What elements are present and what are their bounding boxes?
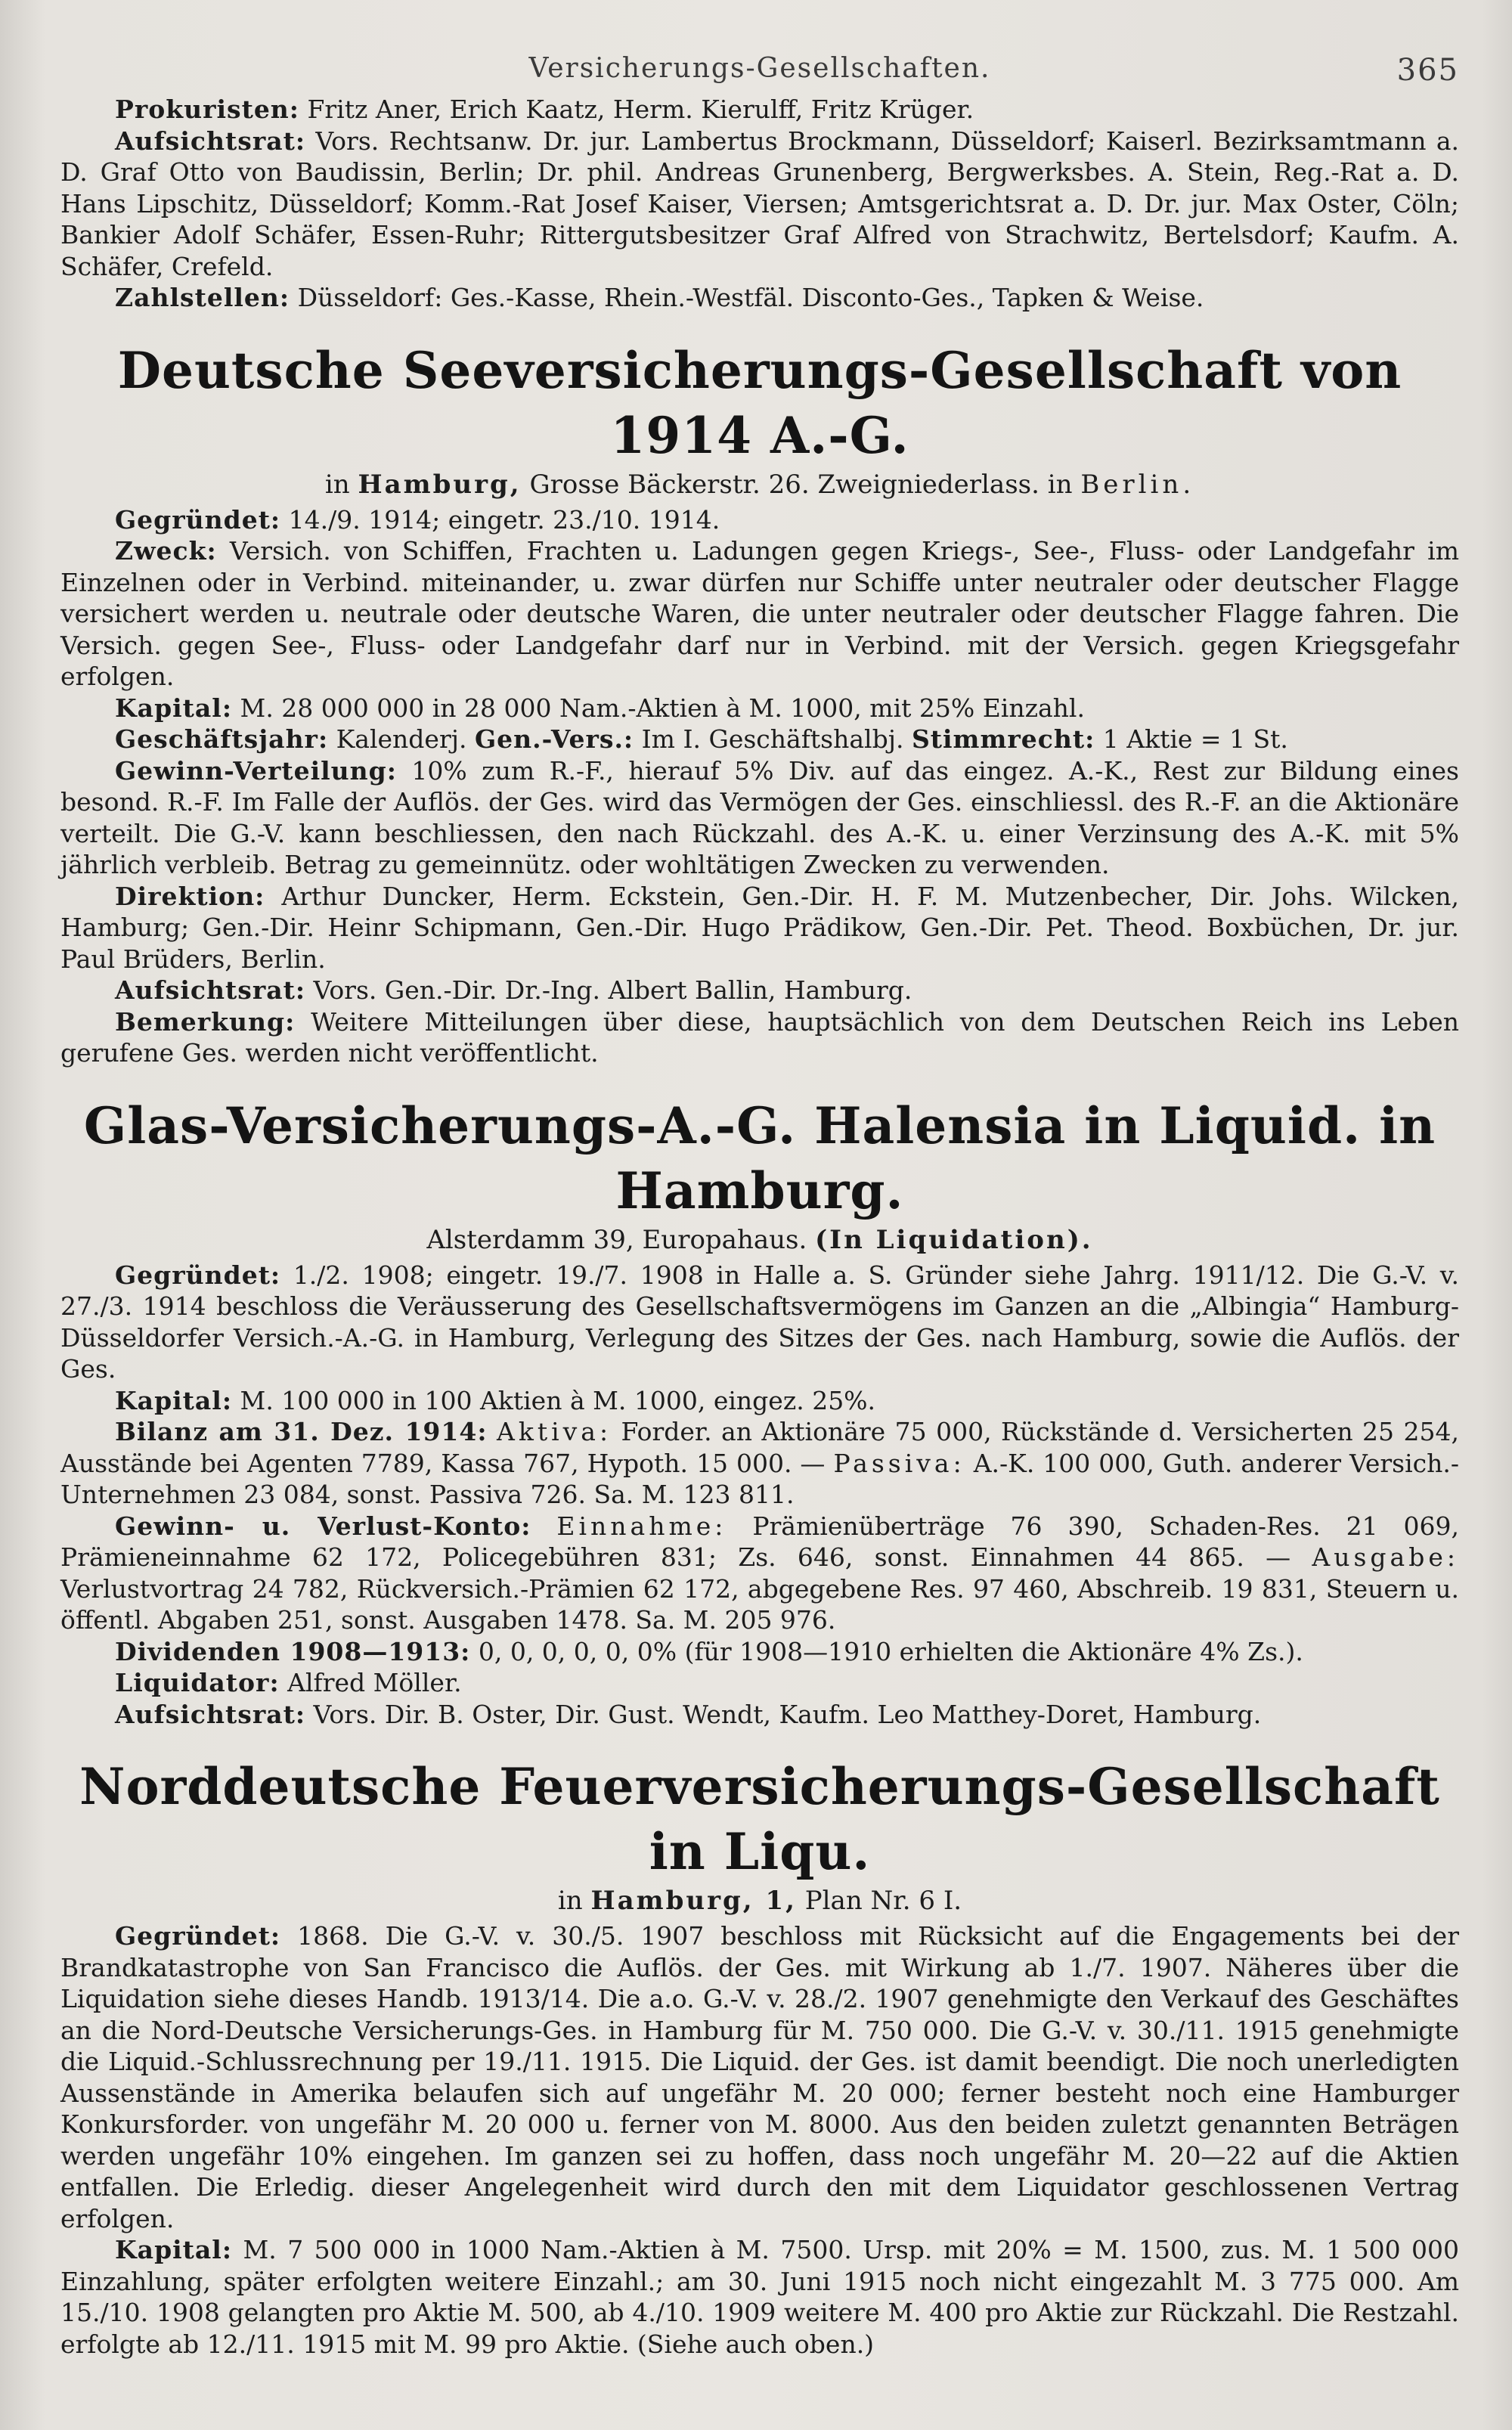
loc-prefix: in	[324, 469, 350, 500]
gegruendet-paragraph	[60, 504, 1459, 536]
aufsichtsrat-paragraph	[60, 126, 1459, 283]
section-location	[60, 1223, 1459, 1257]
bilanz-label: Bilanz am 31. Dez. 1914:	[115, 1417, 488, 1446]
gegruendet-text: 1868. Die G.-V. v. 30./5. 1907 beschloss mit Rücksicht auf die Engagements bei der Brandkatastrophe von San Francisco die Auflös. der Ges. mit Wirkung ab 1./7. 1907. Näheres über die Liquidation siehe dieses Handb. 1913/14. Die a.o. G.-V. v. 28./2. 1907 genehmigte den Verkauf des Geschäftes an die Nord-Deutsche Versicherungs-Ges. in Hamburg für M. 750 000. Die G.-V. v. 30./11. 1915 genehmigte die Liquid.-Schlussrechnung per 19./11. 1915. Die Liquid. der Ges. ist damit beendigt. Die noch unerledigten Aussenstände in Amerika belaufen sich auf ungefähr M. 20 000; ferner besteht noch eine Hamburger Konkursforder. von ungefähr M. 20 000 u. ferner von M. 8000. Aus den beiden zuletzt genannten Beträgen werden ungefähr 10% eingehen. Im ganzen sei zu hoffen, dass noch ungefähr M. 20—22 auf die Aktien entfallen. Die Erledig. dieser Angelegenheit wird durch den mit dem Liquidator geschlossenen Vertrag erfolgen.	[60, 1921, 1459, 2233]
kapital-text: M. 100 000 in 100 Aktien à M. 1000, eingez. 25%.	[240, 1385, 876, 1415]
kapital-paragraph	[60, 693, 1459, 724]
gegruendet-label: Gegründet:	[115, 504, 281, 535]
bemerkung-paragraph	[60, 1006, 1459, 1069]
liquidator-text: Alfred Möller.	[287, 1668, 462, 1697]
dividenden-label: Dividenden 1908—1913:	[115, 1636, 471, 1666]
kapital-paragraph	[60, 2234, 1459, 2360]
gegruendet-text: 14./9. 1914; eingetr. 23./10. 1914.	[288, 504, 720, 535]
aufsichtsrat-paragraph	[60, 1699, 1459, 1731]
prokuristen-paragraph	[60, 94, 1459, 126]
loc-rest: Grosse Bäckerstr. 26. Zweigniederlass. in	[529, 469, 1073, 500]
running-header	[60, 39, 1459, 94]
loc-text: Alsterdamm 39, Europahaus.	[426, 1224, 807, 1255]
geschaeftsjahr-text: Kalenderj.	[336, 724, 467, 754]
kapital-paragraph	[60, 1385, 1459, 1417]
direktion-paragraph	[60, 881, 1459, 975]
direktion-label: Direktion:	[115, 881, 265, 911]
liquidator-label: Liquidator:	[115, 1668, 280, 1697]
geschaeftsjahr-paragraph	[60, 724, 1459, 755]
bemerkung-text: Weitere Mitteilungen über diese, hauptsächlich von dem Deutschen Reich ins Leben gerufene Ges. werden nicht veröffentlicht.	[60, 1006, 1459, 1068]
loc-prefix: in	[557, 1886, 583, 1916]
running-title: Versicherungs-Gesellschaften.	[528, 53, 991, 84]
genvers-text: Im I. Geschäftshalbj.	[641, 724, 904, 754]
prokuristen-text: Fritz Aner, Erich Kaatz, Herm. Kierulff, Fritz Krüger.	[307, 95, 974, 124]
genvers-label: Gen.-Vers.:	[474, 724, 634, 754]
section-location	[60, 1884, 1459, 1917]
section-norddeutsche	[60, 1754, 1459, 2360]
guv-paragraph	[60, 1511, 1459, 1636]
zweck-text: Versich. von Schiffen, Frachten u. Ladungen gegen Kriegs-, See-, Fluss- oder Landgefahr im Einzelnen oder in Verbind. miteinander, u. zwar dürfen nur Schiffe unter neutraler oder deutscher Flagge versichert werden u. neutrale oder deutsche Waren, die unter neutraler oder deutscher Flagge fahren. Die Versich. gegen See-, Fluss- oder Landgefahr darf nur in Verbind. mit der Versich. gegen Kriegsgefahr erfolgen.	[60, 536, 1459, 691]
bilanz-paragraph	[60, 1416, 1459, 1511]
zahlstellen-paragraph	[60, 282, 1459, 314]
stimmrecht-label: Stimmrecht:	[911, 724, 1095, 754]
passiva-text: A.-K. 100 000, Guth. anderer Versich.-Unternehmen 23 084, sonst. Passiva 726. Sa. M. 123 811.	[60, 1448, 1459, 1509]
stimmrecht-text: 1 Aktie = 1 St.	[1102, 724, 1288, 754]
aufsichtsrat-text: Vors. Gen.-Dir. Dr.-Ing. Albert Ballin, Hamburg.	[313, 975, 912, 1005]
loc-rest: Plan Nr. 6 I.	[804, 1886, 962, 1916]
kapital-label: Kapital:	[115, 693, 233, 723]
zweck-label: Zweck:	[115, 536, 217, 566]
ausgabe-text: Verlustvortrag 24 782, Rückversich.-Prämien 62 172, abgegebene Res. 97 460, Abschreib. 19 831, Steuern u. öffentl. Abgaben 251, sonst. Ausgaben 1478. Sa. M. 205 976.	[60, 1573, 1459, 1635]
loc-city: Hamburg, 1,	[590, 1886, 797, 1916]
dividenden-paragraph	[60, 1636, 1459, 1668]
section-heading: Deutsche Seeversicherungs-Gesellschaft von 1914 A.-G.	[117, 340, 1402, 465]
aufsichtsrat-label: Aufsichtsrat:	[115, 126, 306, 156]
aufsichtsrat-label: Aufsichtsrat:	[115, 975, 306, 1005]
section-seeversicherung	[60, 338, 1459, 1069]
direktion-text: Arthur Duncker, Herm. Eckstein, Gen.-Dir. H. F. M. Mutzenbecher, Dir. Johs. Wilcken, Hamburg; Gen.-Dir. Heinr Schipmann, Gen.-Dir. Hugo Prädikow, Gen.-Dir. Pet. Theod. Boxbüchen, Dr. jur. Paul Brüders, Berlin.	[60, 881, 1459, 974]
kapital-text: M. 7 500 000 in 1000 Nam.-Aktien à M. 7500. Ursp. mit 20% = M. 1500, zus. M. 1 500 000 Einzahlung, später erfolgten weitere Einzahl.; am 30. Juni 1915 noch nicht eingezahlt M. 3 775 000. Am 15./10. 1908 gelangten pro Aktie M. 500, ab 4./10. 1909 weitere M. 400 pro Aktie zur Rückzahl. Die Restzahl. erfolgte ab 12./11. 1915 mit M. 99 pro Aktie. (Siehe auch oben.)	[60, 2235, 1459, 2359]
gewinn-label: Gewinn-Verteilung:	[115, 755, 397, 786]
liquidator-paragraph	[60, 1667, 1459, 1699]
section-heading: Glas-Versicherungs-A.-G. Halensia in Liquid. in Hamburg.	[83, 1096, 1436, 1220]
zweck-paragraph	[60, 535, 1459, 693]
dividenden-text: 0, 0, 0, 0, 0, 0% (für 1908—1910 erhielten die Aktionäre 4% Zs.).	[478, 1636, 1303, 1666]
loc-liquidation: (In Liquidation).	[815, 1224, 1093, 1255]
zahlstellen-label: Zahlstellen:	[115, 283, 290, 312]
kapital-label: Kapital:	[115, 2235, 233, 2264]
kapital-label: Kapital:	[115, 1385, 233, 1415]
section-heading: Norddeutsche Feuerversicherungs-Gesellschaft in Liqu.	[79, 1757, 1440, 1881]
passiva-label: Passiva:	[833, 1448, 965, 1478]
bemerkung-label: Bemerkung:	[115, 1006, 296, 1037]
section-halensia	[60, 1093, 1459, 1731]
gewinn-text: 10% zum R.-F., hierauf 5% Div. auf das eingez. A.-K., Rest zur Bildung eines besond. R.-F. Im Falle der Auflös. der Ges. wird das Vermögen der Ges. einschliessl. des R.-F. an die Aktionäre verteilt. Die G.-V. kann beschliessen, den nach Rückzahl. des A.-K. u. einer Verzinsung des A.-K. mit 5% jährlich verbleib. Betrag zu gemeinnütz. oder wohltätigen Zwecken zu verwenden.	[60, 755, 1459, 879]
aufsichtsrat-text: Vors. Rechtsanw. Dr. jur. Lambertus Brockmann, Düsseldorf; Kaiserl. Bezirksamtmann a. D. Graf Otto von Baudissin, Berlin; Dr. phil. Andreas Grunenberg, Bergwerksbes. A. Stein, Reg.-Rat a. D. Hans Lipschitz, Düsseldorf; Komm.-Rat Josef Kaiser, Viersen; Amtsgerichtsrat a. D. Dr. jur. Max Oster, Cöln; Bankier Adolf Schäfer, Essen-Ruhr; Rittergutsbesitzer Graf Alfred von Strachwitz, Bertelsdorf; Kaufm. A. Schäfer, Crefeld.	[60, 126, 1459, 281]
aktiva-text: Forder. an Aktionäre 75 000, Rückstände d. Versicherten 25 254, Ausstände bei Agenten 7789, Kassa 767, Hypoth. 15 000. —	[60, 1417, 1459, 1478]
intro-block	[60, 94, 1459, 314]
einnahme-text: Prämienüberträge 76 390, Schaden-Res. 21 069, Prämieneinnahme 62 172, Policegebühren 831; Zs. 646, sonst. Einnahmen 44 865. —	[60, 1511, 1459, 1572]
guv-label: Gewinn- u. Verlust-Konto:	[115, 1511, 531, 1541]
gegruendet-paragraph	[60, 1260, 1459, 1385]
aufsichtsrat-text: Vors. Dir. B. Oster, Dir. Gust. Wendt, Kaufm. Leo Matthey-Doret, Hamburg.	[313, 1699, 1262, 1729]
ausgabe-label: Ausgabe:	[1312, 1542, 1459, 1572]
page-number: 365	[1396, 53, 1459, 88]
gewinn-paragraph	[60, 755, 1459, 881]
geschaeftsjahr-label: Geschäftsjahr:	[115, 724, 329, 754]
gegruendet-paragraph	[60, 1920, 1459, 2234]
einnahme-label: Einnahme:	[556, 1511, 727, 1541]
aktiva-label: Aktiva:	[496, 1417, 612, 1446]
loc-branch: Berlin.	[1080, 469, 1195, 500]
aufsichtsrat-paragraph	[60, 975, 1459, 1006]
aufsichtsrat-label: Aufsichtsrat:	[115, 1699, 306, 1729]
gegruendet-label: Gegründet:	[115, 1260, 281, 1290]
kapital-text: M. 28 000 000 in 28 000 Nam.-Aktien à M. 1000, mit 25% Einzahl.	[240, 693, 1085, 723]
gegruendet-label: Gegründet:	[115, 1921, 281, 1951]
loc-city: Hamburg,	[358, 469, 522, 500]
gegruendet-text: 1./2. 1908; eingetr. 19./7. 1908 in Halle a. S. Gründer siehe Jahrg. 1911/12. Die G.-V. v. 27./3. 1914 beschloss die Veräusserung des Gesellschaftsvermögens im Ganzen an die „Albingia“ Hamburg-Düsseldorfer Versich.-A.-G. in Hamburg, Verlegung des Sitzes der Ges. nach Hamburg, sowie die Auflös. der Ges.	[60, 1260, 1459, 1384]
section-location	[60, 468, 1459, 501]
prokuristen-label: Prokuristen:	[115, 95, 299, 124]
zahlstellen-text: Düsseldorf: Ges.-Kasse, Rhein.-Westfäl. Disconto-Ges., Tapken & Weise.	[297, 283, 1204, 312]
